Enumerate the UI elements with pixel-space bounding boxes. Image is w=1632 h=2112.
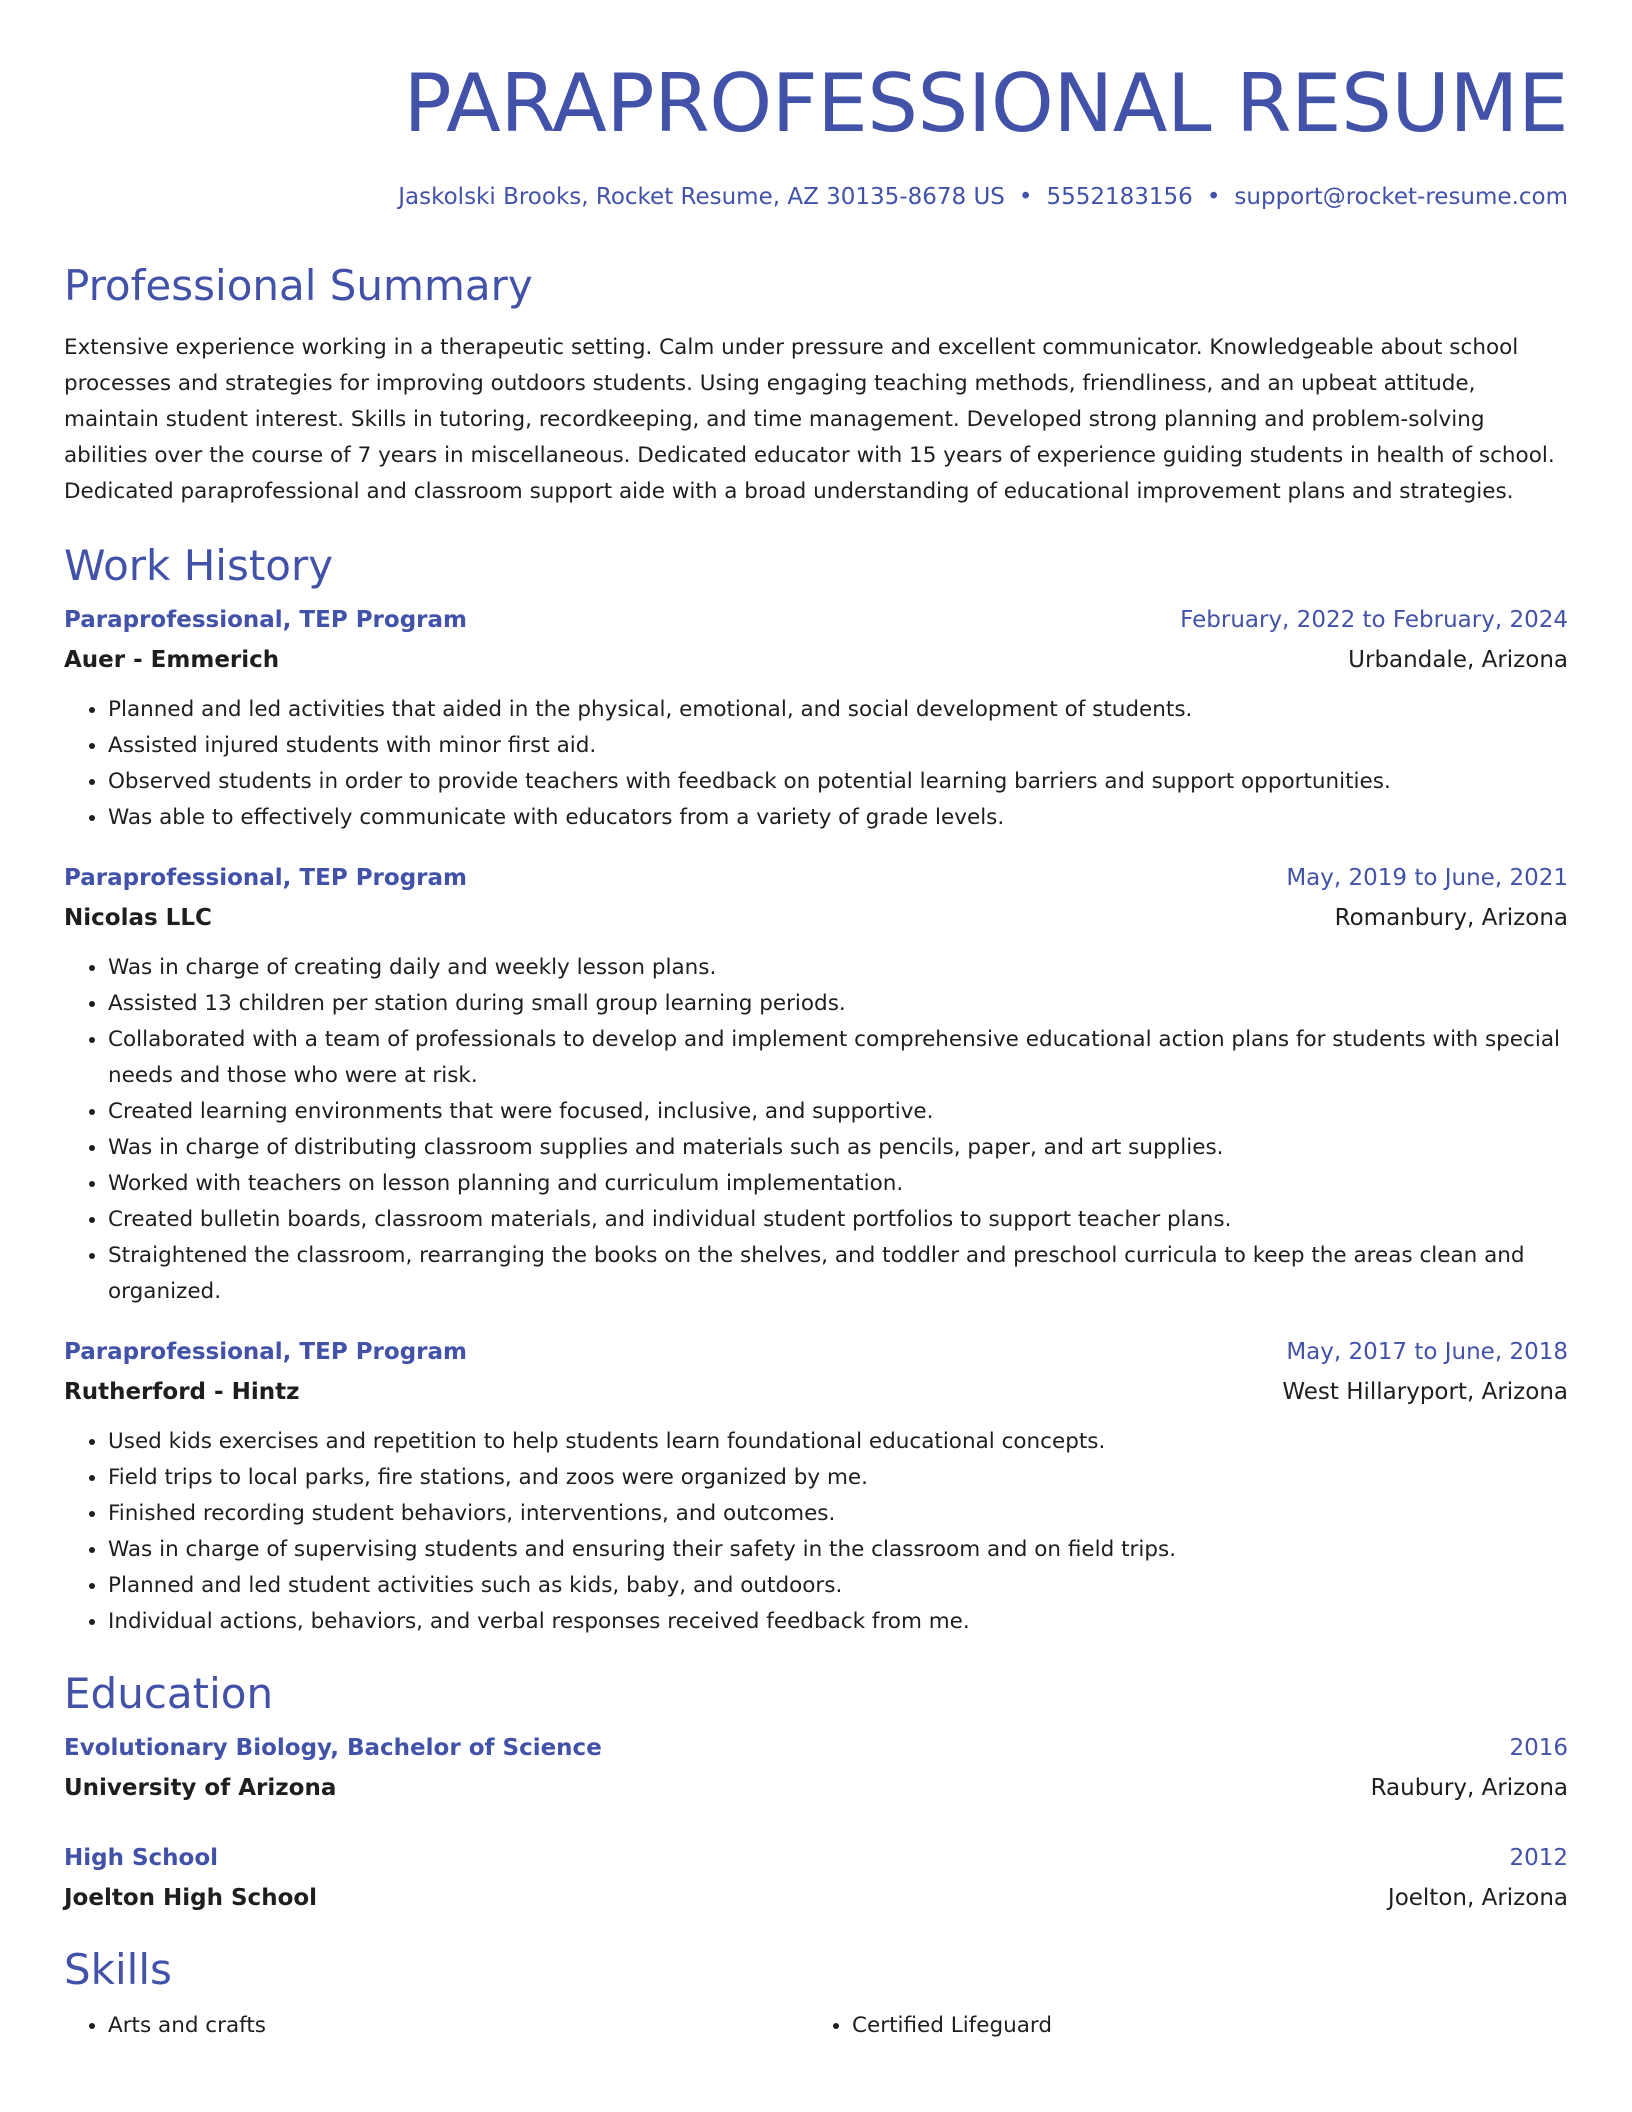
education-degree: Evolutionary Biology, Bachelor of Science [64, 1735, 602, 1761]
job-header-row [64, 858, 1568, 898]
skills-grid [64, 2008, 1568, 2044]
job-location: West Hillaryport, Arizona [1282, 1379, 1568, 1405]
job-bullet: • Worked with teachers on lesson planning and curriculum implementation. [108, 1166, 1568, 1202]
education-header-row [64, 1728, 1568, 1768]
job-bullet: • Straightened the classroom, rearranging the books on the shelves, and toddler and preschool curricula to keep the areas clean and organized. [108, 1238, 1568, 1310]
summary-text: Extensive experience working in a therapeutic setting. Calm under pressure and excellent communicator. Knowledgeable about school processes and strategies for improving outdoors students. Using engaging teaching methods, friendliness, and an upbeat attitude, maintain student interest. Skills in tutoring, recordkeeping, and time management. Developed strong planning and problem-solving abilities over the course of 7 years in miscellaneous. Dedicated educator with 15 years of experience guiding students in health of school. Dedicated paraprofessional and classroom support aide with a broad understanding of educational improvement plans and strategies. [64, 335, 1555, 504]
job-bullet: • Created learning environments that were focused, inclusive, and supportive. [108, 1094, 1568, 1130]
education-entry [64, 1838, 1568, 1918]
job-entry [64, 858, 1568, 1310]
education-year: 2012 [1509, 1845, 1568, 1871]
job-bullets [64, 950, 1568, 1310]
contact-separator: • [1206, 184, 1221, 210]
job-bullet: • Assisted 13 children per station during small group learning periods. [108, 986, 1568, 1022]
job-location: Urbandale, Arizona [1348, 647, 1568, 673]
work-history-heading: Work History [64, 541, 334, 590]
job-entry [64, 600, 1568, 836]
education-location: Joelton, Arizona [1387, 1885, 1568, 1911]
contact-email: support@rocket-resume.com [1234, 184, 1568, 210]
job-bullet: • Field trips to local parks, fire stations, and zoos were organized by me. [108, 1460, 1568, 1496]
skill-item: • Arts and crafts [108, 2008, 808, 2044]
job-bullet: • Used kids exercises and repetition to help students learn foundational educational concepts. [108, 1424, 1568, 1460]
job-company-row [64, 640, 1568, 680]
job-bullet: • Planned and led student activities such as kids, baby, and outdoors. [108, 1568, 1568, 1604]
job-bullets [64, 1424, 1568, 1640]
job-bullet: • Observed students in order to provide teachers with feedback on potential learning barriers and support opportunities. [108, 764, 1568, 800]
contact-line [64, 180, 1568, 214]
job-bullet: • Was in charge of supervising students and ensuring their safety in the classroom and on field trips. [108, 1532, 1568, 1568]
education-school-row [64, 1878, 1568, 1918]
job-bullet: • Collaborated with a team of professionals to develop and implement comprehensive educational action plans for students with special needs and those who were at risk. [108, 1022, 1568, 1094]
contact-separator: • [1018, 184, 1033, 210]
education-heading: Education [64, 1669, 274, 1718]
job-header-row [64, 600, 1568, 640]
job-bullet: • Finished recording student behaviors, interventions, and outcomes. [108, 1496, 1568, 1532]
job-bullets [64, 692, 1568, 836]
job-bullet: • Was in charge of distributing classroom supplies and materials such as pencils, paper, and art supplies. [108, 1130, 1568, 1166]
education-year: 2016 [1509, 1735, 1568, 1761]
job-bullet: • Created bulletin boards, classroom materials, and individual student portfolios to support teacher plans. [108, 1202, 1568, 1238]
job-location: Romanbury, Arizona [1334, 905, 1568, 931]
education-entry [64, 1728, 1568, 1808]
skills-column-left [64, 2008, 808, 2044]
job-company: Rutherford - Hintz [64, 1379, 300, 1405]
job-role: Paraprofessional, TEP Program [64, 607, 467, 633]
job-entry [64, 1332, 1568, 1640]
job-dates: May, 2019 to June, 2021 [1286, 865, 1568, 891]
job-role: Paraprofessional, TEP Program [64, 865, 467, 891]
job-bullet: • Planned and led activities that aided in the physical, emotional, and social development of students. [108, 692, 1568, 728]
job-dates: May, 2017 to June, 2018 [1286, 1339, 1568, 1365]
education-degree: High School [64, 1845, 219, 1871]
job-company: Auer - Emmerich [64, 647, 280, 673]
education-location: Raubury, Arizona [1370, 1775, 1568, 1801]
contact-phone: 5552183156 [1046, 184, 1193, 210]
skill-item: • Certified Lifeguard [852, 2008, 1552, 2044]
skills-heading: Skills [64, 1945, 172, 1994]
job-header-row [64, 1332, 1568, 1372]
contact-address: Jaskolski Brooks, Rocket Resume, AZ 30135-8678 US [398, 184, 1005, 210]
resume-title: PARAPROFESSIONAL RESUME [403, 57, 1568, 150]
education-school: University of Arizona [64, 1775, 337, 1801]
job-company-row [64, 1372, 1568, 1412]
job-dates: February, 2022 to February, 2024 [1180, 607, 1568, 633]
education-school: Joelton High School [64, 1885, 318, 1911]
job-company-row [64, 898, 1568, 938]
job-bullet: • Was able to effectively communicate with educators from a variety of grade levels. [108, 800, 1568, 836]
job-bullet: • Assisted injured students with minor first aid. [108, 728, 1568, 764]
education-school-row [64, 1768, 1568, 1808]
resume-page [64, 0, 1568, 2044]
summary-heading: Professional Summary [64, 261, 533, 310]
job-bullet: • Individual actions, behaviors, and verbal responses received feedback from me. [108, 1604, 1568, 1640]
job-company: Nicolas LLC [64, 905, 212, 931]
job-role: Paraprofessional, TEP Program [64, 1339, 467, 1365]
skills-column-right [808, 2008, 1552, 2044]
job-bullet: • Was in charge of creating daily and weekly lesson plans. [108, 950, 1568, 986]
education-header-row [64, 1838, 1568, 1878]
